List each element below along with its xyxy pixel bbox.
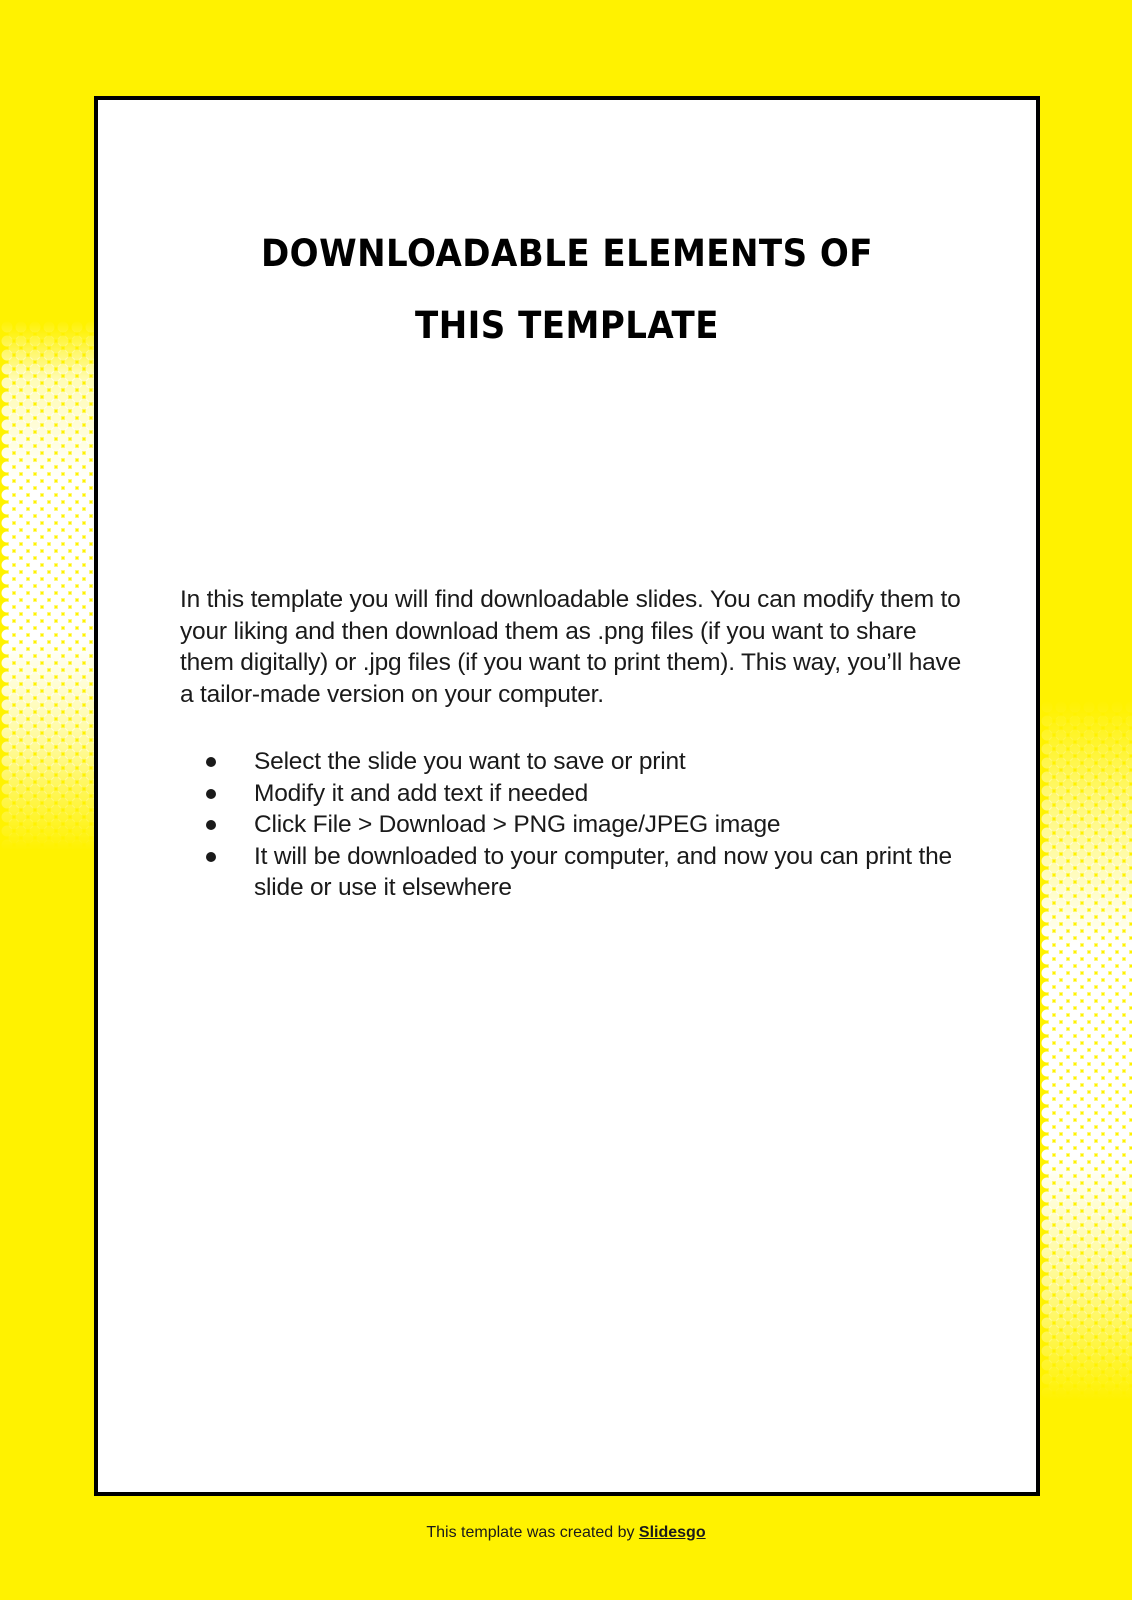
list-item-text: Click File > Download > PNG image/JPEG image [254, 811, 781, 838]
bullet-icon [206, 789, 216, 799]
halftone-dots-right-decoration-offset [1047, 707, 1132, 1400]
list-item-text: Modify it and add text if needed [254, 779, 589, 807]
steps-list [180, 746, 970, 904]
page-title: DOWNLOADABLE ELEMENTS OF THIS TEMPLATE [260, 232, 874, 347]
list-item [180, 746, 970, 778]
list-item-text: Select the slide you want to save or print [254, 748, 686, 775]
slidesgo-link[interactable]: Slidesgo [638, 1524, 706, 1541]
halftone-dots-right-decoration [1040, 700, 1132, 1400]
list-item [180, 778, 970, 810]
halftone-dots-left-decoration [0, 320, 100, 850]
halftone-dots-left-decoration-offset [7, 327, 100, 850]
bullet-icon [206, 757, 216, 767]
intro-paragraph: In this template you will find downloadable slides. You can modify them to your liking and then download them as .png files (if you want to share them digitally) or .jpg files (if you want to print them). This way, you’ll have a tailor-made version on your computer. [180, 586, 962, 708]
list-item-text: It will be downloaded to your computer, and now you can print the slide or use it elsewhere [254, 842, 952, 901]
bullet-icon [206, 852, 216, 862]
footer-credit-text: This template was created by [426, 1524, 639, 1541]
bullet-icon [206, 820, 216, 830]
list-item [180, 809, 970, 841]
footer-credit [0, 1522, 1132, 1544]
list-item [180, 841, 970, 904]
content-frame [94, 96, 1040, 1496]
